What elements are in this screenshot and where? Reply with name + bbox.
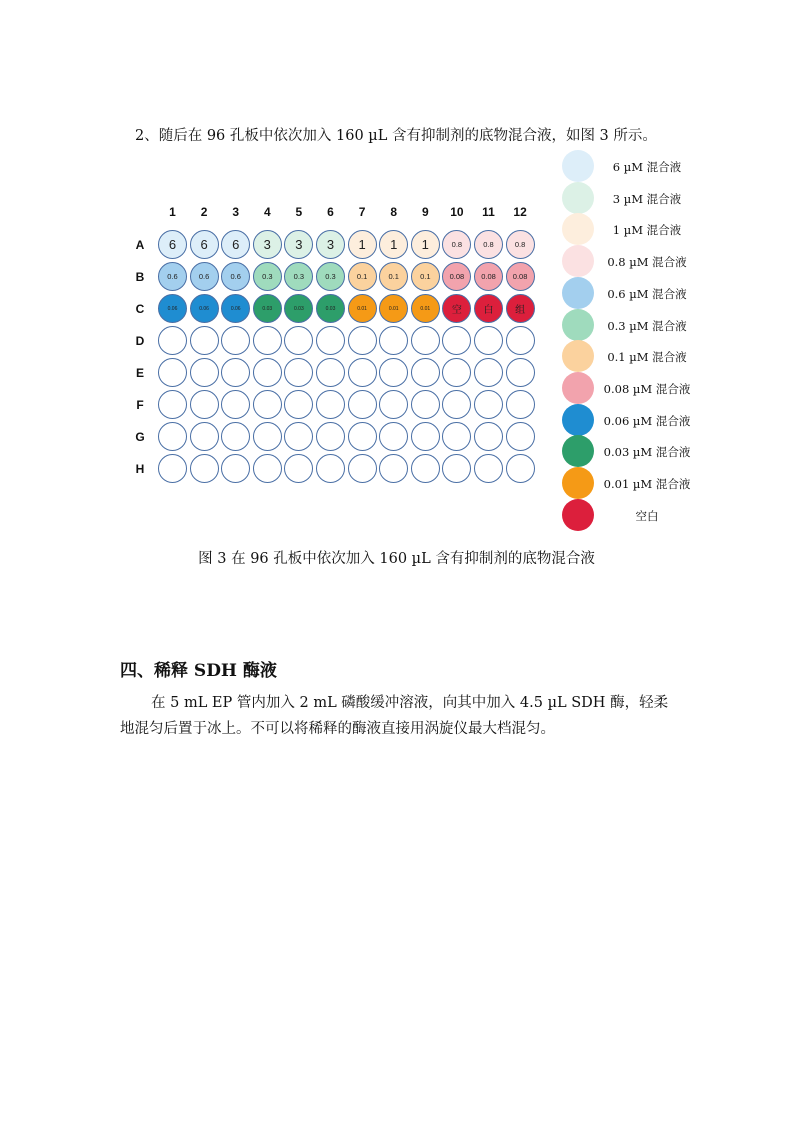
legend-swatch <box>562 467 594 499</box>
plate-well: 0.06 <box>190 294 219 323</box>
legend-item <box>562 309 702 341</box>
plate-column-label: 9 <box>421 205 429 219</box>
plate-well <box>221 422 250 451</box>
plate-row-label: D <box>135 334 145 348</box>
body-paragraph: 在 5 mL EP 管内加入 2 mL 磷酸缓冲溶液，向其中加入 4.5 µL SDH 酶，轻柔地混匀后置于冰上。不可以将稀释的酶液直接用涡旋仪最大档混匀。 <box>120 695 669 737</box>
plate-well <box>284 422 313 451</box>
plate-well: 0.1 <box>411 262 440 291</box>
legend-swatch <box>562 245 594 277</box>
plate-well <box>284 326 313 355</box>
plate-well: 0.8 <box>474 230 503 259</box>
plate-well: 0.01 <box>379 294 408 323</box>
plate-well: 0.03 <box>316 294 345 323</box>
plate-row-label: H <box>135 462 145 476</box>
legend-swatch <box>562 499 594 531</box>
plate-well: 3 <box>284 230 313 259</box>
plate-well: 1 <box>411 230 440 259</box>
legend-label: 6 µM 混合液 <box>612 160 682 174</box>
legend-swatch <box>562 309 594 341</box>
plate-row-label: E <box>135 366 144 380</box>
plate-well: 0.08 <box>442 262 471 291</box>
plate-well <box>379 326 408 355</box>
legend-swatch <box>562 213 594 245</box>
plate-well <box>348 358 377 387</box>
plate-column-label: 3 <box>232 205 240 219</box>
plate-well <box>411 326 440 355</box>
plate-well: 3 <box>253 230 282 259</box>
plate-well <box>158 326 187 355</box>
plate-well <box>442 390 471 419</box>
plate-well: 0.8 <box>506 230 535 259</box>
plate-well: 0.08 <box>506 262 535 291</box>
plate-column-label: 6 <box>327 205 334 219</box>
plate-row-label: B <box>135 270 145 284</box>
well-plate-diagram <box>120 205 550 495</box>
concentration-legend <box>562 150 702 540</box>
plate-well: 0.03 <box>253 294 282 323</box>
legend-item <box>562 150 702 182</box>
plate-well <box>379 422 408 451</box>
plate-column-label: 10 <box>450 205 464 219</box>
plate-well: 0.01 <box>348 294 377 323</box>
plate-column-label: 1 <box>169 205 176 219</box>
plate-well <box>221 454 250 483</box>
plate-well <box>284 390 313 419</box>
legend-label: 0.3 µM 混合液 <box>607 318 687 333</box>
legend-item <box>562 404 702 436</box>
plate-row-label: C <box>135 302 145 316</box>
plate-well <box>474 326 503 355</box>
plate-well <box>474 422 503 451</box>
legend-label: 空白 <box>635 508 659 523</box>
plate-well: 0.1 <box>348 262 377 291</box>
plate-well: 白 <box>474 294 503 323</box>
legend-swatch <box>562 150 594 182</box>
intro-text: 2、随后在 96 孔板中依次加入 160 µL 含有抑制剂的底物混合液，如图 3 所示。 <box>135 128 657 144</box>
legend-item <box>562 499 702 531</box>
plate-well <box>253 326 282 355</box>
plate-well <box>506 422 535 451</box>
plate-well <box>411 358 440 387</box>
plate-well <box>379 358 408 387</box>
plate-well <box>379 454 408 483</box>
plate-well <box>190 358 219 387</box>
legend-item <box>562 277 702 309</box>
plate-well: 6 <box>190 230 219 259</box>
section-title: 四、稀释 SDH 酶液 <box>120 661 277 681</box>
plate-well: 0.01 <box>411 294 440 323</box>
plate-well: 0.6 <box>190 262 219 291</box>
plate-well <box>221 326 250 355</box>
plate-well <box>506 454 535 483</box>
plate-column-label: 11 <box>482 205 495 219</box>
legend-item <box>562 435 702 467</box>
plate-well <box>284 454 313 483</box>
plate-well: 0.1 <box>379 262 408 291</box>
plate-well <box>316 390 345 419</box>
plate-well <box>411 390 440 419</box>
plate-well: 0.3 <box>316 262 345 291</box>
plate-well <box>253 454 282 483</box>
plate-well: 0.03 <box>284 294 313 323</box>
plate-well <box>190 454 219 483</box>
legend-item <box>562 372 702 404</box>
legend-label: 0.6 µM 混合液 <box>607 286 687 301</box>
plate-row-label: F <box>136 398 144 412</box>
plate-well <box>411 454 440 483</box>
legend-label: 3 µM 混合液 <box>612 191 682 206</box>
legend-swatch <box>562 372 594 404</box>
legend-item <box>562 245 702 277</box>
plate-well: 0.3 <box>253 262 282 291</box>
legend-swatch <box>562 435 594 467</box>
plate-well: 0.6 <box>158 262 187 291</box>
plate-column-label: 5 <box>295 205 303 219</box>
plate-well <box>221 390 250 419</box>
legend-label: 0.1 µM 混合液 <box>607 350 687 365</box>
plate-well <box>316 422 345 451</box>
plate-column-label: 2 <box>200 205 208 219</box>
plate-well <box>316 358 345 387</box>
legend-swatch <box>562 340 594 372</box>
legend-item <box>562 213 702 245</box>
plate-well <box>506 326 535 355</box>
plate-well <box>253 390 282 419</box>
plate-well <box>348 422 377 451</box>
plate-well <box>379 390 408 419</box>
plate-well <box>348 454 377 483</box>
plate-well <box>253 358 282 387</box>
plate-well <box>158 422 187 451</box>
plate-row-label: G <box>135 430 145 444</box>
plate-well: 3 <box>316 230 345 259</box>
legend-label: 0.01 µM 混合液 <box>603 477 691 491</box>
legend-swatch <box>562 277 594 309</box>
plate-well: 组 <box>506 294 535 323</box>
plate-well <box>316 326 345 355</box>
plate-well <box>190 422 219 451</box>
plate-well: 1 <box>348 230 377 259</box>
plate-row-label: A <box>135 238 145 252</box>
plate-well <box>348 390 377 419</box>
plate-well <box>190 326 219 355</box>
plate-column-label: 7 <box>358 205 366 219</box>
legend-label: 0.03 µM 混合液 <box>603 445 691 460</box>
legend-swatch <box>562 182 594 214</box>
legend-label: 1 µM 混合液 <box>612 223 682 238</box>
plate-well <box>158 454 187 483</box>
plate-well <box>442 358 471 387</box>
plate-well <box>474 454 503 483</box>
plate-well: 0.06 <box>158 294 187 323</box>
legend-item <box>562 182 702 214</box>
plate-well <box>316 454 345 483</box>
plate-well: 空 <box>442 294 471 323</box>
plate-well <box>158 358 187 387</box>
plate-well: 0.08 <box>474 262 503 291</box>
plate-well <box>348 326 377 355</box>
plate-well: 0.8 <box>442 230 471 259</box>
plate-column-label: 12 <box>513 205 527 219</box>
plate-well <box>442 454 471 483</box>
plate-well <box>474 358 503 387</box>
plate-well <box>506 390 535 419</box>
legend-item <box>562 340 702 372</box>
legend-swatch <box>562 404 594 436</box>
plate-well <box>190 390 219 419</box>
plate-well <box>442 422 471 451</box>
plate-well: 6 <box>158 230 187 259</box>
plate-column-label: 8 <box>390 205 398 219</box>
plate-well <box>474 390 503 419</box>
plate-well: 1 <box>379 230 408 259</box>
plate-well <box>284 358 313 387</box>
plate-well: 0.3 <box>284 262 313 291</box>
plate-well <box>221 358 250 387</box>
plate-well <box>442 326 471 355</box>
legend-label: 0.06 µM 混合液 <box>603 413 691 428</box>
plate-well <box>506 358 535 387</box>
plate-well <box>411 422 440 451</box>
legend-item <box>562 467 702 499</box>
figure-caption: 图 3 在 96 孔板中依次加入 160 µL 含有抑制剂的底物混合液 <box>198 551 595 567</box>
legend-label: 0.08 µM 混合液 <box>603 381 691 396</box>
plate-well <box>158 390 187 419</box>
plate-well: 0.06 <box>221 294 250 323</box>
plate-well <box>253 422 282 451</box>
legend-label: 0.8 µM 混合液 <box>607 255 687 270</box>
plate-column-label: 4 <box>263 205 271 219</box>
plate-well: 0.6 <box>221 262 250 291</box>
plate-well: 6 <box>221 230 250 259</box>
